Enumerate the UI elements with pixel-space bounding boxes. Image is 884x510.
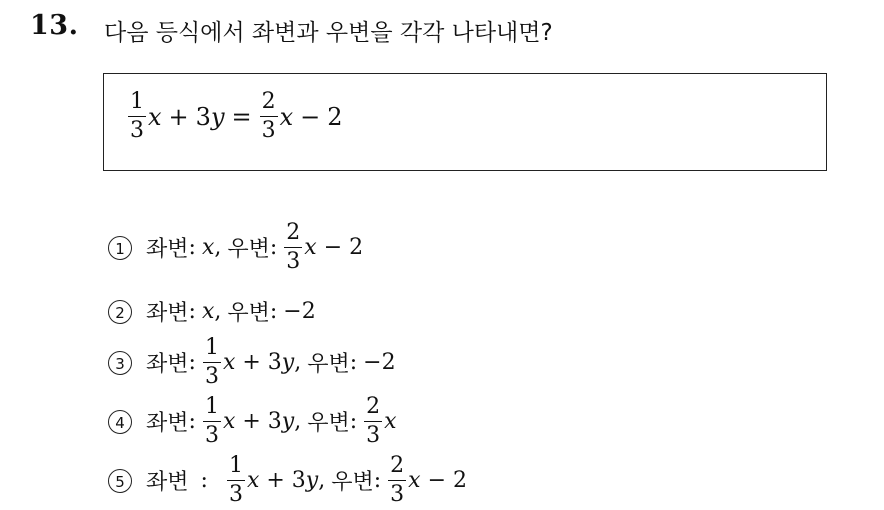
fraction-denominator: 3 bbox=[130, 118, 144, 143]
equation bbox=[127, 91, 343, 142]
variable-x: x bbox=[304, 235, 317, 260]
fraction-numerator: 2 bbox=[286, 220, 301, 245]
colon: : bbox=[269, 235, 278, 260]
fraction-numerator: 1 bbox=[228, 453, 243, 478]
left-side-label: 좌변 bbox=[146, 237, 189, 262]
answer-option-1[interactable] bbox=[108, 222, 363, 273]
coefficient: 3 bbox=[291, 468, 306, 493]
fraction-denominator: 3 bbox=[366, 423, 381, 448]
fraction-numerator: 2 bbox=[390, 453, 405, 478]
answer-option-4[interactable] bbox=[108, 396, 397, 447]
right-side-fraction bbox=[284, 222, 302, 273]
left-side-fraction bbox=[203, 337, 221, 388]
left-side-value: x bbox=[201, 299, 215, 324]
option-number-circle: 5 bbox=[108, 469, 132, 493]
fraction-denominator: 3 bbox=[204, 364, 219, 389]
variable-x: x bbox=[148, 102, 162, 131]
question-text: 다음 등식에서 좌변과 우변을 각각 나타내면? bbox=[104, 20, 553, 46]
variable-x: x bbox=[222, 350, 236, 375]
right-side-value: −2 bbox=[363, 350, 396, 375]
equation-lhs-fraction bbox=[128, 91, 146, 142]
plus-sign: + bbox=[168, 102, 189, 131]
fraction-denominator: 3 bbox=[204, 423, 219, 448]
plus-sign: + bbox=[266, 468, 285, 493]
left-side-fraction bbox=[203, 396, 221, 447]
equals-sign: = bbox=[231, 102, 252, 131]
comma: , bbox=[214, 299, 222, 324]
equation-rhs-fraction bbox=[260, 91, 278, 142]
equation-box bbox=[103, 73, 827, 171]
constant: 2 bbox=[327, 102, 343, 131]
colon: : bbox=[349, 409, 358, 434]
variable-y: y bbox=[281, 350, 295, 375]
comma: , bbox=[294, 409, 302, 434]
fraction-denominator: 3 bbox=[261, 118, 276, 143]
right-side-value: −2 bbox=[283, 299, 316, 324]
colon: : bbox=[188, 235, 196, 260]
answer-option-2[interactable] bbox=[108, 296, 316, 327]
left-side-value: x bbox=[201, 235, 215, 260]
answer-option-3[interactable] bbox=[108, 337, 396, 388]
colon: : bbox=[373, 468, 382, 493]
comma: , bbox=[318, 468, 326, 493]
variable-y: y bbox=[210, 102, 225, 131]
comma: , bbox=[294, 350, 302, 375]
left-side-label: 좌변 bbox=[146, 470, 189, 495]
colon: : bbox=[200, 468, 208, 493]
fraction-denominator: 3 bbox=[390, 482, 405, 507]
left-side-label: 좌변 bbox=[146, 301, 189, 326]
variable-x: x bbox=[384, 409, 397, 434]
variable-y: y bbox=[305, 468, 319, 493]
left-side-fraction bbox=[227, 455, 245, 506]
minus-sign: − bbox=[300, 102, 321, 131]
right-side-label: 우변 bbox=[307, 352, 350, 377]
coefficient: 3 bbox=[267, 409, 282, 434]
fraction-denominator: 3 bbox=[286, 249, 301, 274]
right-side-label: 우변 bbox=[331, 470, 374, 495]
minus-sign: − bbox=[427, 468, 447, 493]
fraction-numerator: 1 bbox=[204, 335, 219, 360]
option-number-circle: 1 bbox=[108, 236, 132, 260]
left-side-label: 좌변 bbox=[146, 352, 189, 377]
right-side-label: 우변 bbox=[227, 301, 270, 326]
option-number-circle: 4 bbox=[108, 410, 132, 434]
right-side-fraction bbox=[364, 396, 382, 447]
colon: : bbox=[188, 299, 196, 324]
left-side-label: 좌변 bbox=[146, 411, 189, 436]
colon: : bbox=[269, 299, 278, 324]
answer-option-5[interactable] bbox=[108, 455, 467, 506]
fraction-numerator: 2 bbox=[261, 89, 276, 114]
plus-sign: + bbox=[242, 409, 261, 434]
minus-sign: − bbox=[323, 235, 343, 260]
variable-x: x bbox=[246, 468, 260, 493]
comma: , bbox=[214, 235, 222, 260]
right-side-label: 우변 bbox=[307, 411, 350, 436]
constant: 2 bbox=[349, 235, 364, 260]
colon: : bbox=[349, 350, 358, 375]
fraction-numerator: 1 bbox=[130, 89, 144, 114]
option-number-circle: 3 bbox=[108, 351, 132, 375]
fraction-denominator: 3 bbox=[228, 482, 243, 507]
plus-sign: + bbox=[242, 350, 261, 375]
question-number: 13. bbox=[30, 10, 79, 41]
coefficient: 3 bbox=[195, 102, 211, 131]
option-number-circle: 2 bbox=[108, 300, 132, 324]
fraction-numerator: 2 bbox=[366, 394, 381, 419]
variable-x: x bbox=[279, 102, 294, 131]
colon: : bbox=[188, 409, 196, 434]
constant: 2 bbox=[453, 468, 468, 493]
variable-x: x bbox=[408, 468, 421, 493]
fraction-numerator: 1 bbox=[204, 394, 219, 419]
variable-x: x bbox=[222, 409, 236, 434]
right-side-label: 우변 bbox=[227, 237, 270, 262]
coefficient: 3 bbox=[267, 350, 282, 375]
variable-y: y bbox=[281, 409, 295, 434]
right-side-fraction bbox=[388, 455, 406, 506]
colon: : bbox=[188, 350, 196, 375]
